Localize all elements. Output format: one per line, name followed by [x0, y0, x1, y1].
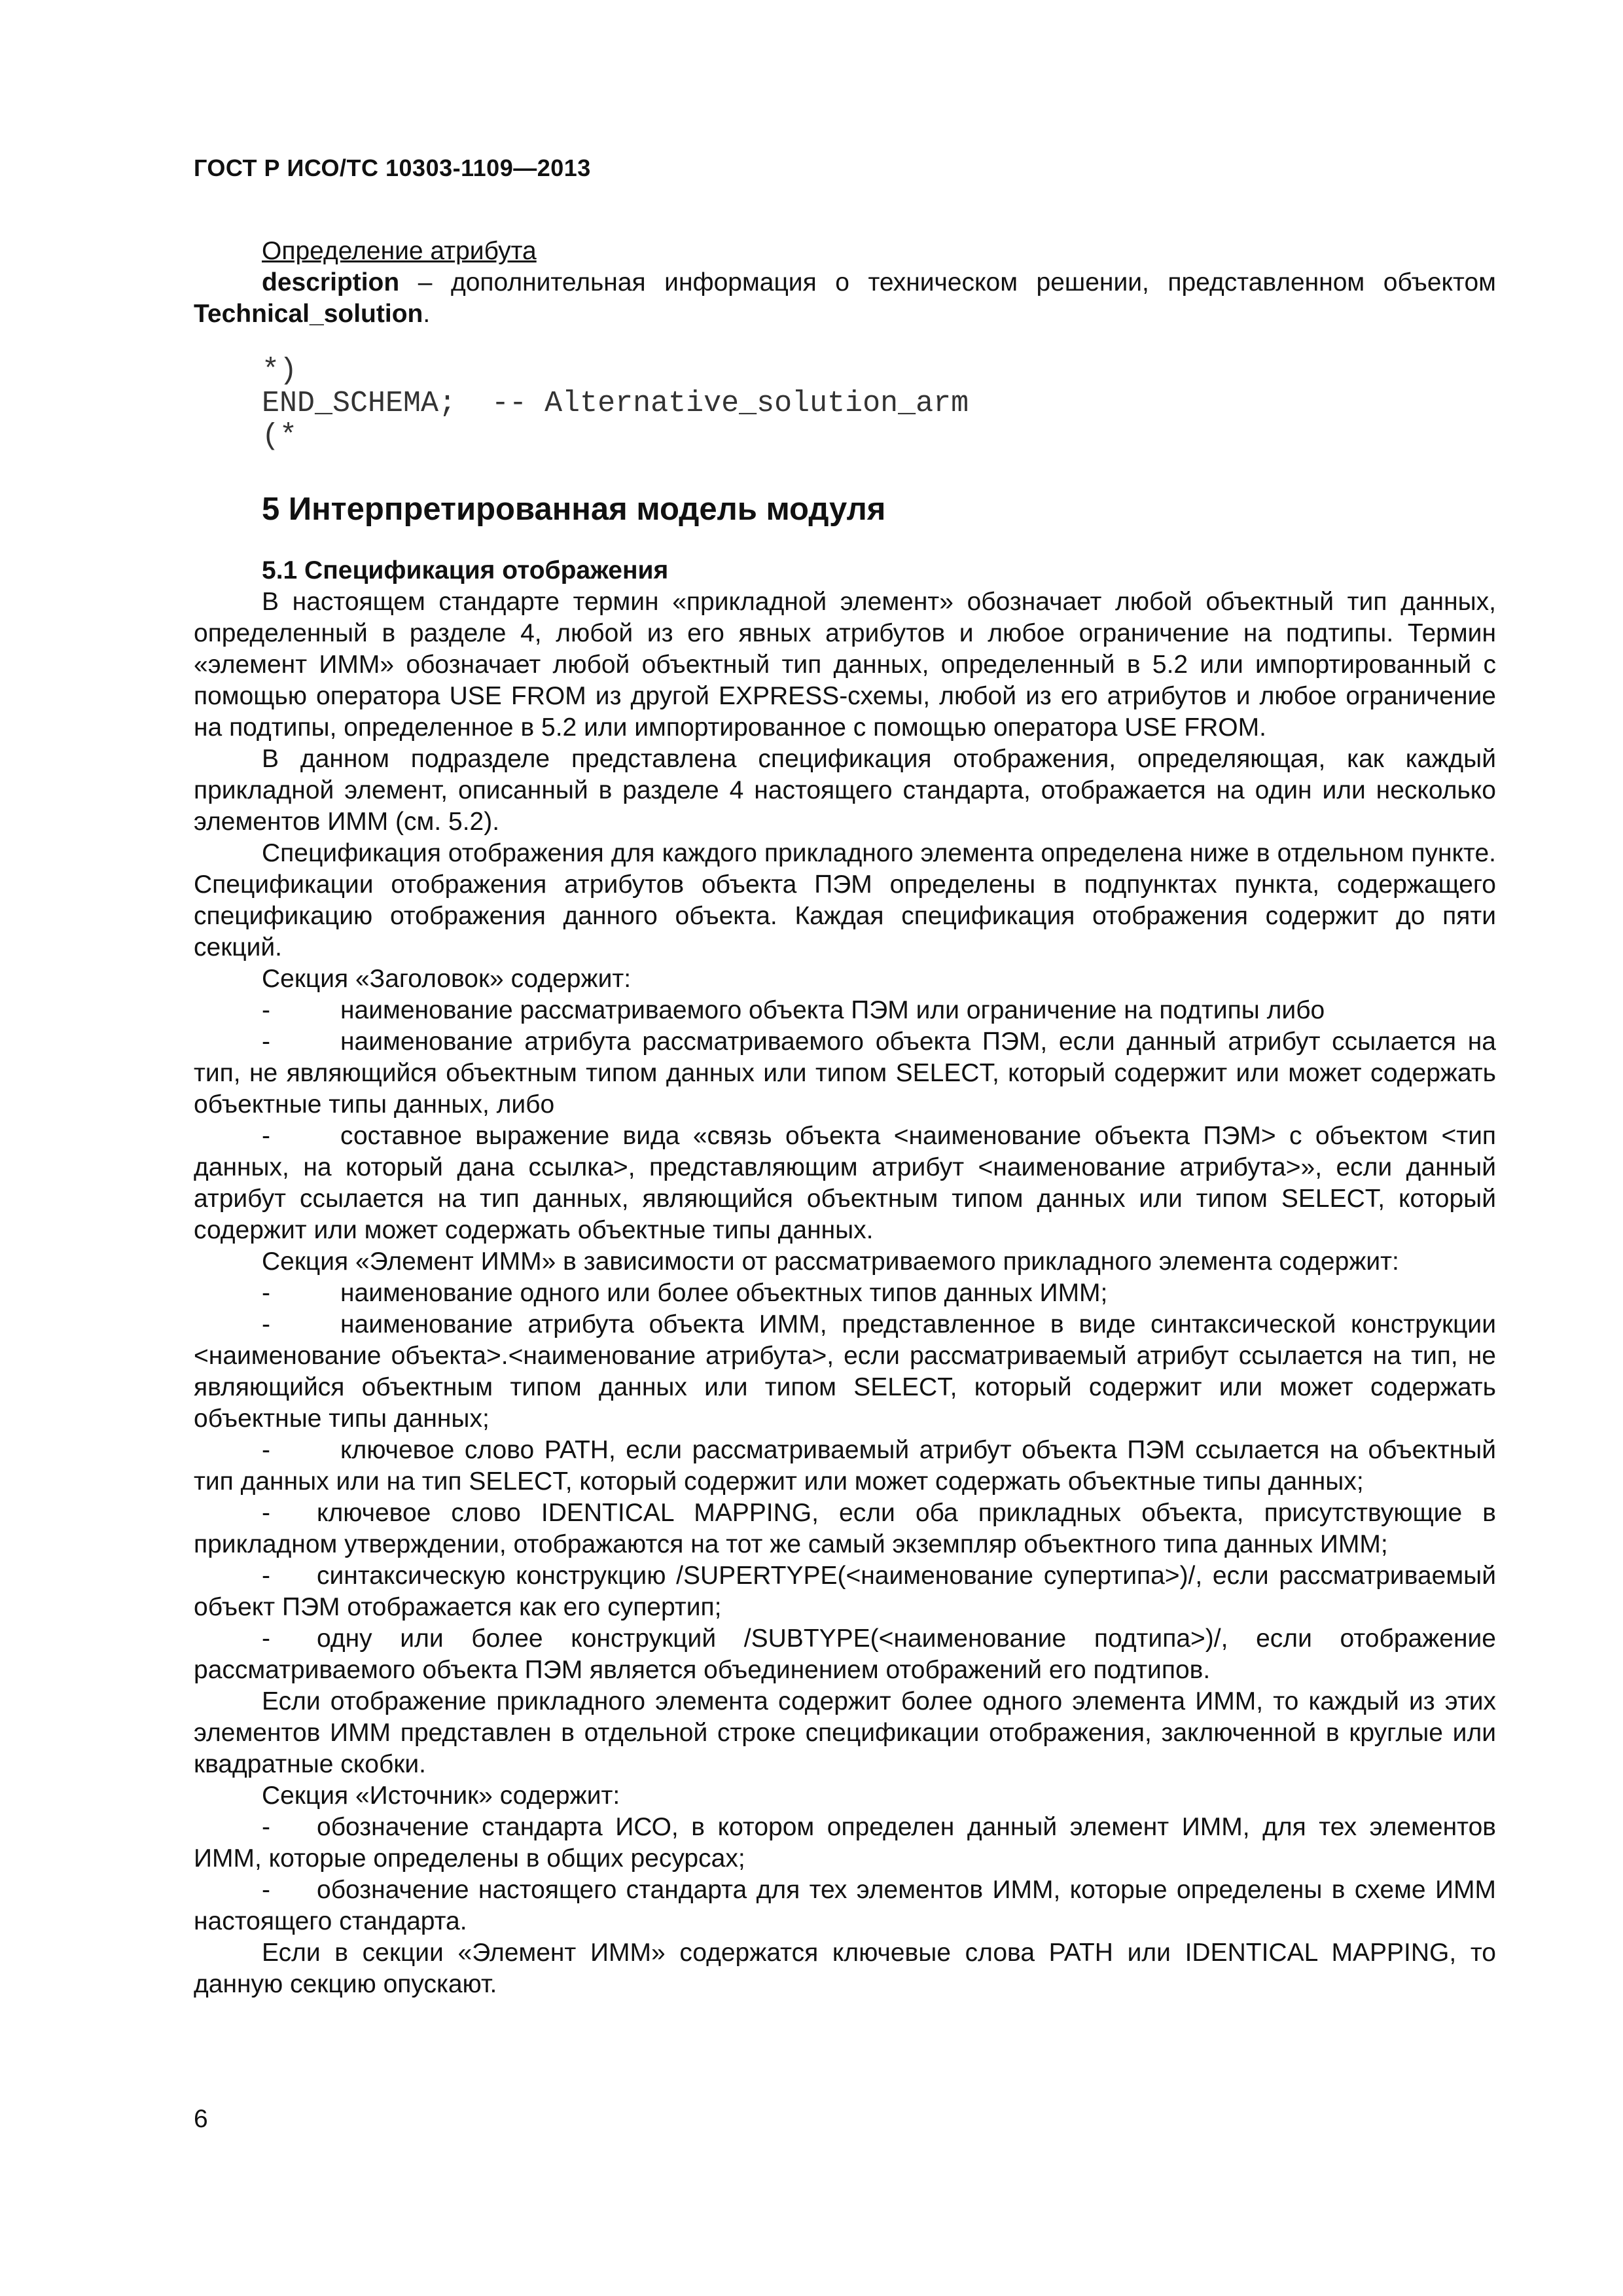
- paragraph-header-section: Секция «Заголовок» содержит:: [262, 965, 632, 993]
- list-item-text: наименование атрибута рассматриваемого объекта ПЭМ, если данный атрибут ссылается на тип, не являющийся объектным типом данных или типом SELECT, который содержит или может содержать объектные типы данных, либо: [194, 1028, 1496, 1119]
- list-item: [194, 1026, 1496, 1121]
- list-dash: -: [262, 1624, 270, 1653]
- list-item: [194, 995, 1496, 1026]
- code-line-2: END_SCHEMA; -- Alternative_solution_arm: [262, 387, 969, 420]
- paragraph-omit-section: Если в секции «Элемент ИММ» содержатся ключевые слова PATH или IDENTICAL MAPPING, то данную секцию опускают.: [194, 1939, 1496, 1998]
- list-item-text: наименование одного или более объектных типов данных ИММ;: [340, 1279, 1108, 1307]
- attribute-definition: [194, 267, 1496, 330]
- list-dash: -: [262, 1122, 270, 1150]
- list-item: [194, 1121, 1496, 1246]
- list-item-text: составное выражение вида «связь объекта <наименование объекта ПЭМ> с объектом <тип данных, на который дана ссылка>, представляющим атрибут <наименование атрибута>», если данный атрибут ссылается на тип данных, являющийся объектным типом данных или типом SELECT, который содержит или может содержать объектные типы данных.: [194, 1122, 1496, 1244]
- list-item: [194, 1560, 1496, 1623]
- document-body: [194, 236, 1496, 2000]
- list-item-text: наименование рассматриваемого объекта ПЭМ или ограничение на подтипы либо: [340, 996, 1325, 1024]
- list-dash: -: [262, 1813, 270, 1841]
- paragraph-terms: В настоящем стандарте термин «прикладной элемент» обозначает любой объектный тип данных, определенный в разделе 4, любой из его явных атрибутов и любое ограничение на подтипы. Термин «элемент ИММ» обозначает любой объектный тип данных, определенный в 5.2 или импортированный с помощью оператора USE FROM из другой EXPRESS-схемы, любой из его атрибутов и любое ограничение на подтипы, определенное в 5.2 или импортированное с помощью оператора USE FROM.: [194, 588, 1496, 742]
- express-code-block: [262, 355, 1496, 453]
- list-item-text: ключевое слово IDENTICAL MAPPING, если оба прикладных объекта, присутствующие в прикладном утверждении, отображаются на тот же самый экземпляр объектного типа данных ИММ;: [194, 1499, 1496, 1558]
- attribute-end: .: [423, 300, 431, 328]
- attribute-dash: –: [399, 268, 451, 296]
- code-line-1: *): [262, 354, 298, 387]
- list-dash: -: [262, 1876, 270, 1904]
- page-number: 6: [194, 2105, 208, 2133]
- list-item-text: обозначение настоящего стандарта для тех элементов ИММ, которые определены в схеме ИММ настоящего стандарта.: [194, 1876, 1496, 1935]
- list-item: [194, 1498, 1496, 1560]
- list-dash: -: [262, 1279, 270, 1307]
- list-dash: -: [262, 1310, 270, 1338]
- list-dash: -: [262, 1499, 270, 1527]
- list-dash: -: [262, 1436, 270, 1464]
- list-item-text: обозначение стандарта ИСО, в котором определен данный элемент ИММ, для тех элементов ИММ, которые определены в общих ресурсах;: [194, 1813, 1496, 1873]
- document-header: ГОСТ Р ИСО/ТС 10303-1109—2013: [194, 154, 591, 181]
- list-item-text: наименование атрибута объекта ИММ, представленное в виде синтаксической конструкции <наименование объекта>.<наименование атрибута>, если рассматриваемый атрибут ссылается на тип, не являющийся объектным типом данных или типом SELECT, который содержит или может содержать объектные типы данных;: [194, 1310, 1496, 1433]
- attribute-entity: Technical_solution: [194, 300, 423, 328]
- list-item-text: синтаксическую конструкцию /SUPERTYPE(<наименование супертипа>)/, если рассматриваемый объект ПЭМ отображается как его супертип;: [194, 1562, 1496, 1621]
- list-dash: -: [262, 996, 270, 1024]
- attribute-term: description: [262, 268, 400, 296]
- section-5-heading: 5 Интерпретированная модель модуля: [262, 492, 886, 527]
- list-item: [194, 1874, 1496, 1937]
- code-line-3: (*: [262, 420, 298, 453]
- list-item: [194, 1623, 1496, 1686]
- list-item: [194, 1309, 1496, 1435]
- list-item-text: ключевое слово PATH, если рассматриваемый атрибут объекта ПЭМ ссылается на объектный тип данных или на тип SELECT, который содержит или может содержать объектные типы данных;: [194, 1436, 1496, 1496]
- paragraph-multiple-imm: Если отображение прикладного элемента содержит более одного элемента ИММ, то каждый из этих элементов ИММ представлен в отдельной строке спецификации отображения, заключенной в круглые или квадратные скобки.: [194, 1687, 1496, 1778]
- list-item: [194, 1435, 1496, 1498]
- list-dash: -: [262, 1562, 270, 1590]
- paragraph-source-section: Секция «Источник» содержит:: [262, 1782, 620, 1810]
- list-dash: -: [262, 1028, 270, 1056]
- paragraph-imm-section: Секция «Элемент ИММ» в зависимости от рассматриваемого прикладного элемента содержит:: [262, 1247, 1399, 1276]
- list-item: [194, 1278, 1496, 1309]
- paragraph-specification: Спецификация отображения для каждого прикладного элемента определена ниже в отдельном пункте. Спецификации отображения атрибутов объекта ПЭМ определены в подпунктах пункта, содержащего спецификацию отображения данного объекта. Каждая спецификация отображения содержит до пяти секций.: [194, 839, 1496, 961]
- list-item-text: одну или более конструкций /SUBTYPE(<наименование подтипа>)/, если отображение рассматриваемого объекта ПЭМ является объединением отображений его подтипов.: [194, 1624, 1496, 1684]
- paragraph-subsection: В данном подразделе представлена спецификация отображения, определяющая, как каждый прикладной элемент, описанный в разделе 4 настоящего стандарта, отображается на один или несколько элементов ИММ (см. 5.2).: [194, 745, 1496, 836]
- section-5-1-heading: 5.1 Спецификация отображения: [262, 556, 669, 584]
- attribute-definition-caption: Определение атрибута: [262, 237, 537, 265]
- list-item: [194, 1812, 1496, 1874]
- attribute-text: дополнительная информация о техническом решении, представленном объектом: [450, 268, 1496, 296]
